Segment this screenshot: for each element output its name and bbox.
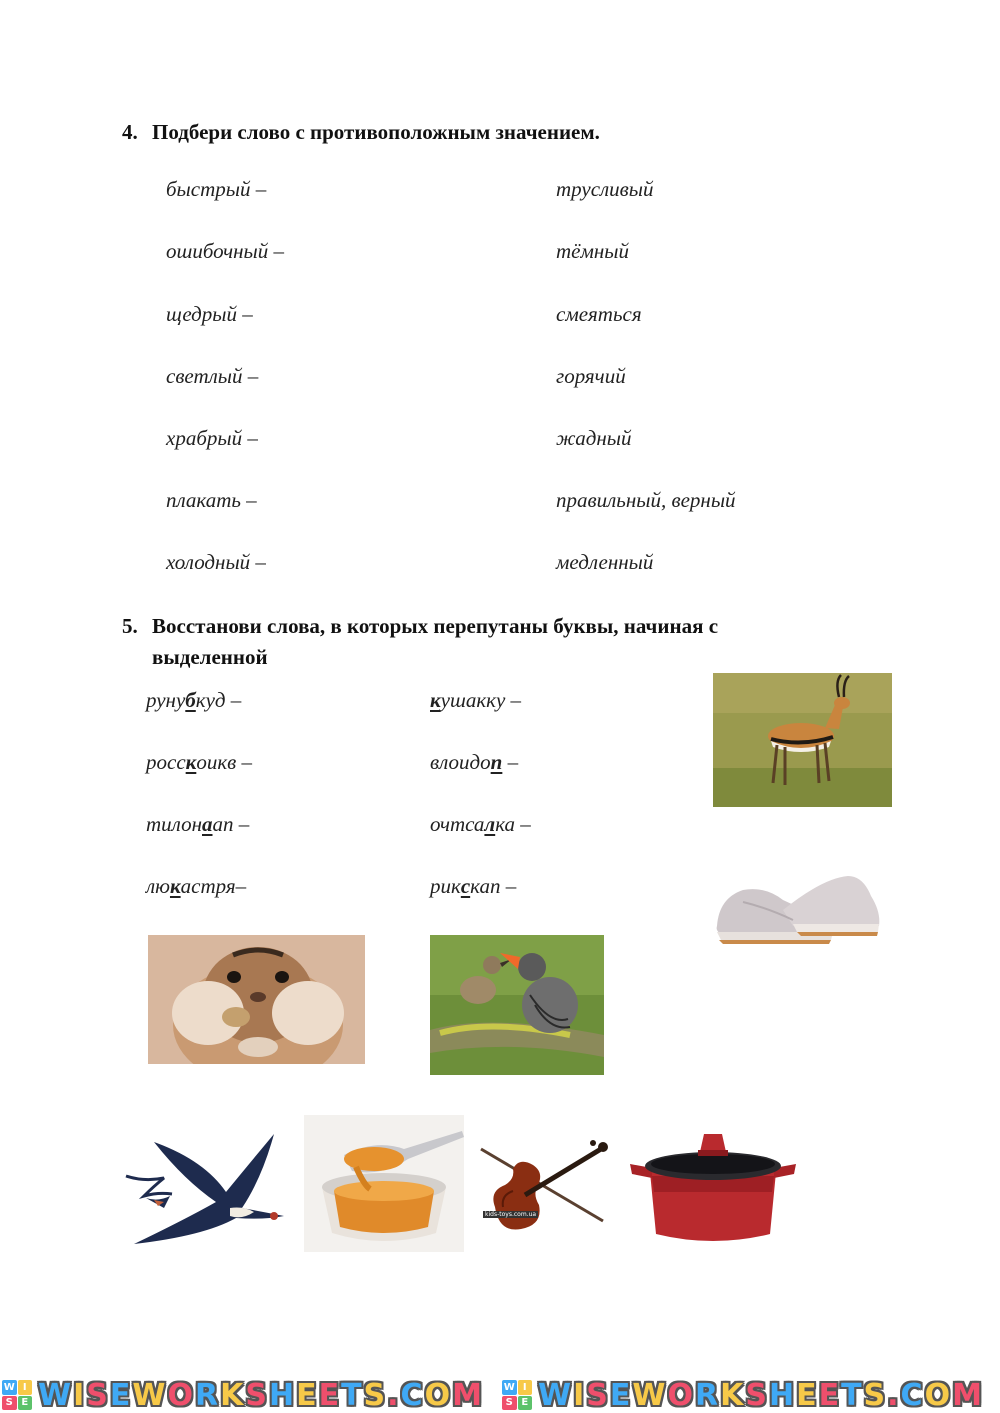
scrambled-word: очтсалка – [430, 812, 531, 836]
antonym-left-7: холодный – [166, 550, 266, 574]
wise-badge-icon: W I S E [502, 1380, 532, 1410]
scrambled-word: люкастря– [146, 874, 247, 898]
scrambled-word: кушакку – [430, 688, 522, 712]
scrambled-word: влоидоп – [430, 750, 519, 774]
task-5-title: Восстанови слова, в которых перепутаны буквы, начиная с выделенной [152, 614, 719, 669]
swallow-photo [124, 1130, 289, 1247]
scrambled-word: рунубкуд – [146, 688, 242, 712]
antonym-left-4: светлый – [166, 364, 259, 388]
scrambled-word: рикскап – [430, 874, 517, 898]
wise-badge-icon: W I S E [2, 1380, 32, 1410]
antelope-photo [713, 673, 892, 807]
task-5-heading [122, 611, 719, 669]
brand-text: WISEWORKSHEETS.COM [538, 1377, 984, 1413]
antonym-right-7: медленный [556, 550, 654, 574]
task-5-number: 5. [122, 614, 138, 638]
antonym-left-2: ошибочный – [166, 239, 285, 263]
antonym-right-6: правильный, верный [556, 488, 736, 512]
violin-photo [475, 1135, 613, 1241]
footer-brand-left [2, 1377, 484, 1413]
antonym-left-3: щедрый – [166, 302, 253, 326]
antonym-left-6: плакать – [166, 488, 257, 512]
task-4-heading [122, 117, 600, 148]
antonym-right-4: горячий [556, 364, 626, 388]
scrambled-word: тилонаап – [146, 812, 250, 836]
scrambled-word: росскоикв – [146, 750, 253, 774]
antonym-right-3: смеяться [556, 302, 642, 326]
antonym-right-1: трусливый [556, 177, 654, 201]
footer-watermark [0, 1376, 1000, 1413]
antonym-left-1: быстрый – [166, 177, 267, 201]
brand-text: WISEWORKSHEETS.COM [38, 1377, 484, 1413]
footer-brand-right [502, 1377, 984, 1413]
task-4-title: Подбери слово с противоположным значением. [152, 120, 600, 144]
antonym-right-5: жадный [556, 426, 632, 450]
cuckoo-bird-photo [430, 935, 604, 1075]
antonym-left-5: храбрый – [166, 426, 258, 450]
task-4-number: 4. [122, 120, 138, 144]
violin-caption: kids-toys.com.ua [485, 1211, 537, 1218]
antonym-right-2: тёмный [556, 239, 630, 263]
sneakers-photo [713, 868, 893, 954]
chipmunk-photo [148, 935, 365, 1064]
cooking-pot-photo [626, 1122, 800, 1246]
jam-photo [304, 1115, 464, 1252]
